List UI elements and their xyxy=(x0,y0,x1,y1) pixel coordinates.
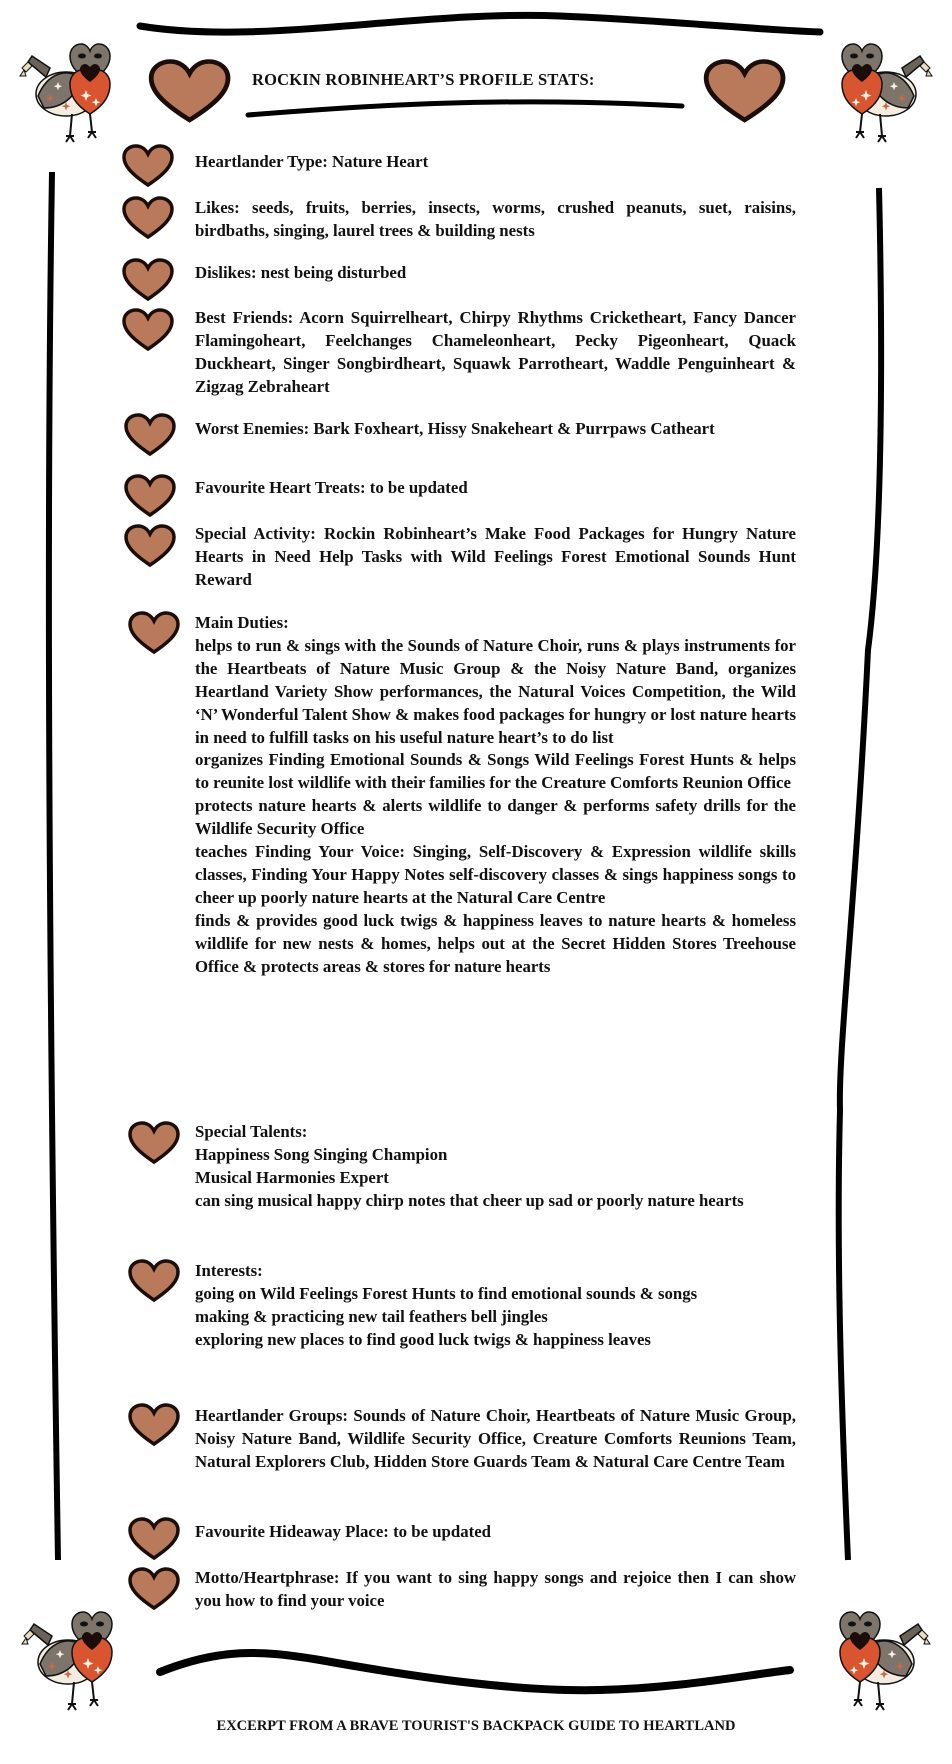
bottom-wave xyxy=(160,1653,790,1690)
special-activity: Special Activity: Rockin Robinheart’s Make Food Packages for Hungry Nature Hearts in Need Help Tasks with Wild Feelings Forest Emotional Sounds Hunt Reward xyxy=(195,524,796,589)
talent-item: Happiness Song Singing Champion xyxy=(195,1144,448,1164)
heart-icon xyxy=(126,526,174,565)
interest-item: going on Wild Feelings Forest Hunts to find emotional sounds & songs xyxy=(195,1283,698,1303)
duty-item: helps to run & sings with the Sounds of Nature Choir, runs & plays instruments for the Heartbeats of Nature Music Group & the Noisy Nature Band, organizes Heartland Variety Show performances, the Natural Voices Competition, the Wild ‘N’ Wonderful Talent Show & makes food packages for hungry or lost nature hearts in need to fulfill tasks on his useful nature heart’s to do list xyxy=(195,635,796,747)
heart-icon xyxy=(124,310,172,349)
page-title: ROCKIN ROBINHEART’S PROFILE STATS: xyxy=(252,70,595,89)
main-duties xyxy=(195,612,796,979)
worst-enemies: Worst Enemies: Bark Foxheart, Hissy Snakeheart & Purrpaws Catheart xyxy=(195,419,715,438)
duty-item: organizes Finding Emotional Sounds & Songs Wild Feelings Forest Hunts & helps to reunite lost wildlife with their families for the Creature Comforts Reunion Office xyxy=(195,750,796,793)
dislikes: Dislikes: nest being disturbed xyxy=(195,263,407,282)
favourite-heart-treats: Favourite Heart Treats: to be updated xyxy=(195,478,468,497)
right-border xyxy=(839,188,881,1560)
duty-item: protects nature hearts & alerts wildlife to danger & performs safety drills for the Wildlife Security Office xyxy=(195,796,796,839)
title-underline xyxy=(248,102,682,115)
heart-icon xyxy=(124,260,172,299)
best-friends: Best Friends: Acorn Squirrelheart, Chirpy Rhythms Cricketheart, Fancy Dancer Flamingoheart, Feelchanges Chameleonheart, Pecky Pigeonheart, Quack Duckheart, Singer Songbirdheart, Squawk Parrotheart, Waddle Penguinheart & Zigzag Zebraheart xyxy=(195,308,796,396)
title-heart-right-icon xyxy=(706,62,783,121)
heart-icon xyxy=(130,1123,178,1162)
robin-bottom-right-icon xyxy=(840,1612,930,1710)
heart-icon xyxy=(124,146,172,185)
duty-item: teaches Finding Your Voice: Singing, Self-Discovery & Expression wildlife skills classes, Finding Your Happy Notes self-discovery classes & sings happiness songs to cheer up poorly nature hearts at the Natural Care Centre xyxy=(195,842,796,907)
heart-icon xyxy=(130,1405,178,1444)
footer-caption: EXCERPT FROM A BRAVE TOURIST'S BACKPACK GUIDE TO HEARTLAND xyxy=(216,1718,736,1734)
interest-item: making & practicing new tail feathers bell jingles xyxy=(195,1306,548,1326)
interest-item: exploring new places to find good luck twigs & happiness leaves xyxy=(195,1329,651,1349)
likes: Likes: seeds, fruits, berries, insects, worms, crushed peanuts, suet, raisins, birdbaths, singing, laurel trees & building nests xyxy=(195,198,796,240)
heart-icon xyxy=(130,1519,178,1558)
left-border xyxy=(49,172,58,1560)
heartlander-groups: Heartlander Groups: Sounds of Nature Choir, Heartbeats of Nature Music Group, Noisy Nature Band, Wildlife Security Office, Creature Comforts Reunions Team, Natural Explorers Club, Hidden Store Guards Team & Natural Care Centre Team xyxy=(195,1406,796,1471)
heart-icon xyxy=(126,415,174,454)
heart-icon xyxy=(130,1569,178,1608)
heart-icon xyxy=(130,1261,178,1300)
heart-icon xyxy=(124,198,172,237)
special-talents xyxy=(195,1121,796,1213)
favourite-hideaway-place: Favourite Hideaway Place: to be updated xyxy=(195,1522,491,1541)
robin-top-right-icon xyxy=(842,44,932,142)
title-heart-left-icon xyxy=(151,62,228,121)
interests xyxy=(195,1260,796,1352)
robin-bottom-left-icon xyxy=(22,1612,112,1710)
talent-item: Musical Harmonies Expert xyxy=(195,1167,389,1187)
top-curve xyxy=(140,15,820,32)
main-duties-heading: Main Duties: xyxy=(195,613,289,632)
motto: Motto/Heartphrase: If you want to sing happy songs and rejoice then I can show you how to find your voice xyxy=(195,1568,796,1610)
talent-item: can sing musical happy chirp notes that cheer up sad or poorly nature hearts xyxy=(195,1190,744,1210)
heart-icon xyxy=(130,613,178,652)
heartlander-type: Heartlander Type: Nature Heart xyxy=(195,152,429,171)
robin-top-left-icon xyxy=(20,44,110,142)
heart-icon xyxy=(126,476,174,515)
interests-heading: Interests: xyxy=(195,1261,263,1280)
duty-item: finds & provides good luck twigs & happiness leaves to nature hearts & homeless wildlife for new nests & homes, helps out at the Secret Hidden Stores Treehouse Office & protects areas & stores for nature hearts xyxy=(195,910,796,976)
special-talents-heading: Special Talents: xyxy=(195,1122,308,1141)
